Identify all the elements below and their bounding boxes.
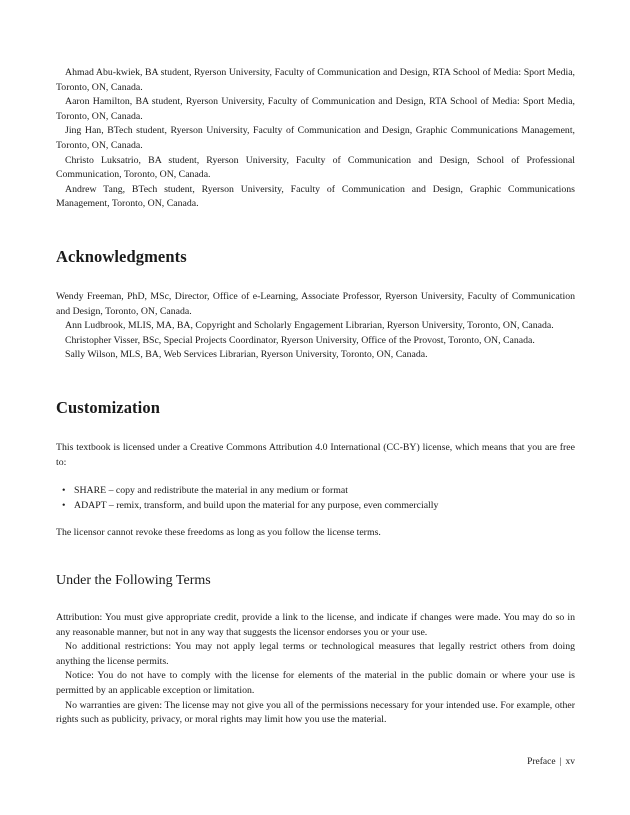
term-entry: Attribution: You must give appropriate credit, provide a link to the license, and indicate if changes were made. You may do so in any reasonable manner, but not in any way that suggests the licensor endorses you or your use. — [56, 612, 575, 638]
acknowledgment-entry: Christopher Visser, BSc, Special Projects Coordinator, Ryerson University, Office of the Provost, Toronto, ON, Canada. — [65, 334, 535, 346]
license-freedoms-list — [56, 484, 575, 513]
page-number: xv — [565, 757, 575, 767]
customization-closing: The licensor cannot revoke these freedoms as long as you follow the license terms. — [56, 527, 381, 538]
contributor-entry: Jing Han, BTech student, Ryerson University, Faculty of Communication and Design, Graphic Communications Management, Toronto, ON, Canada. — [56, 125, 575, 151]
list-item: • ADAPT – remix, transform, and build upon the material for any purpose, even commercially — [56, 499, 575, 514]
acknowledgments-heading: Acknowledgments — [56, 247, 187, 266]
acknowledgment-entry: Ann Ludbrook, MLIS, MA, BA, Copyright and Scholarly Engagement Librarian, Ryerson University, Toronto, ON, Canada. — [65, 320, 554, 332]
term-entry: No additional restrictions: You may not apply legal terms or technological measures that legally restrict others from doing anything the license permits. — [56, 641, 575, 667]
acknowledgment-entry: Sally Wilson, MLS, BA, Web Services Librarian, Ryerson University, Toronto, ON, Canada. — [65, 349, 428, 361]
footer-separator: | — [559, 757, 562, 767]
acknowledgment-entry: Wendy Freeman, PhD, MSc, Director, Office of e-Learning, Associate Professor, Ryerson University, Faculty of Communication and Design, Toronto, ON, Canada. — [56, 291, 575, 317]
customization-heading: Customization — [56, 398, 160, 417]
customization-intro: This textbook is licensed under a Creative Commons Attribution 4.0 International (CC-BY) license, which means that you are free to: — [56, 442, 575, 468]
list-item: • SHARE – copy and redistribute the material in any medium or format — [56, 484, 575, 499]
terms-list — [56, 611, 575, 728]
footer-section-label: Preface — [527, 757, 556, 767]
page-footer — [527, 756, 575, 768]
acknowledgments-list — [56, 290, 575, 363]
terms-heading: Under the Following Terms — [56, 573, 211, 588]
contributor-entry: Aaron Hamilton, BA student, Ryerson University, Faculty of Communication and Design, RTA School of Media: Sport Media, Toronto, ON, Canada. — [56, 96, 575, 122]
term-entry: Notice: You do not have to comply with the license for elements of the material in the public domain or where your use is permitted by an applicable exception or limitation. — [56, 670, 575, 696]
contributors-list — [56, 66, 575, 212]
contributor-entry: Christo Luksatrio, BA student, Ryerson University, Faculty of Communication and Design, School of Professional Communication, Toronto, ON, Canada. — [56, 154, 575, 181]
contributor-entry: Andrew Tang, BTech student, Ryerson University, Faculty of Communication and Design, Graphic Communications Management, Toronto, ON, Canada. — [56, 183, 575, 210]
term-entry: No warranties are given: The license may not give you all of the permissions necessary for your intended use. For example, other rights such as publicity, privacy, or moral rights may limit how you use the material. — [56, 699, 575, 726]
contributor-entry: Ahmad Abu-kwiek, BA student, Ryerson University, Faculty of Communication and Design, RTA School of Media: Sport Media, Toronto, ON, Canada. — [56, 67, 575, 93]
